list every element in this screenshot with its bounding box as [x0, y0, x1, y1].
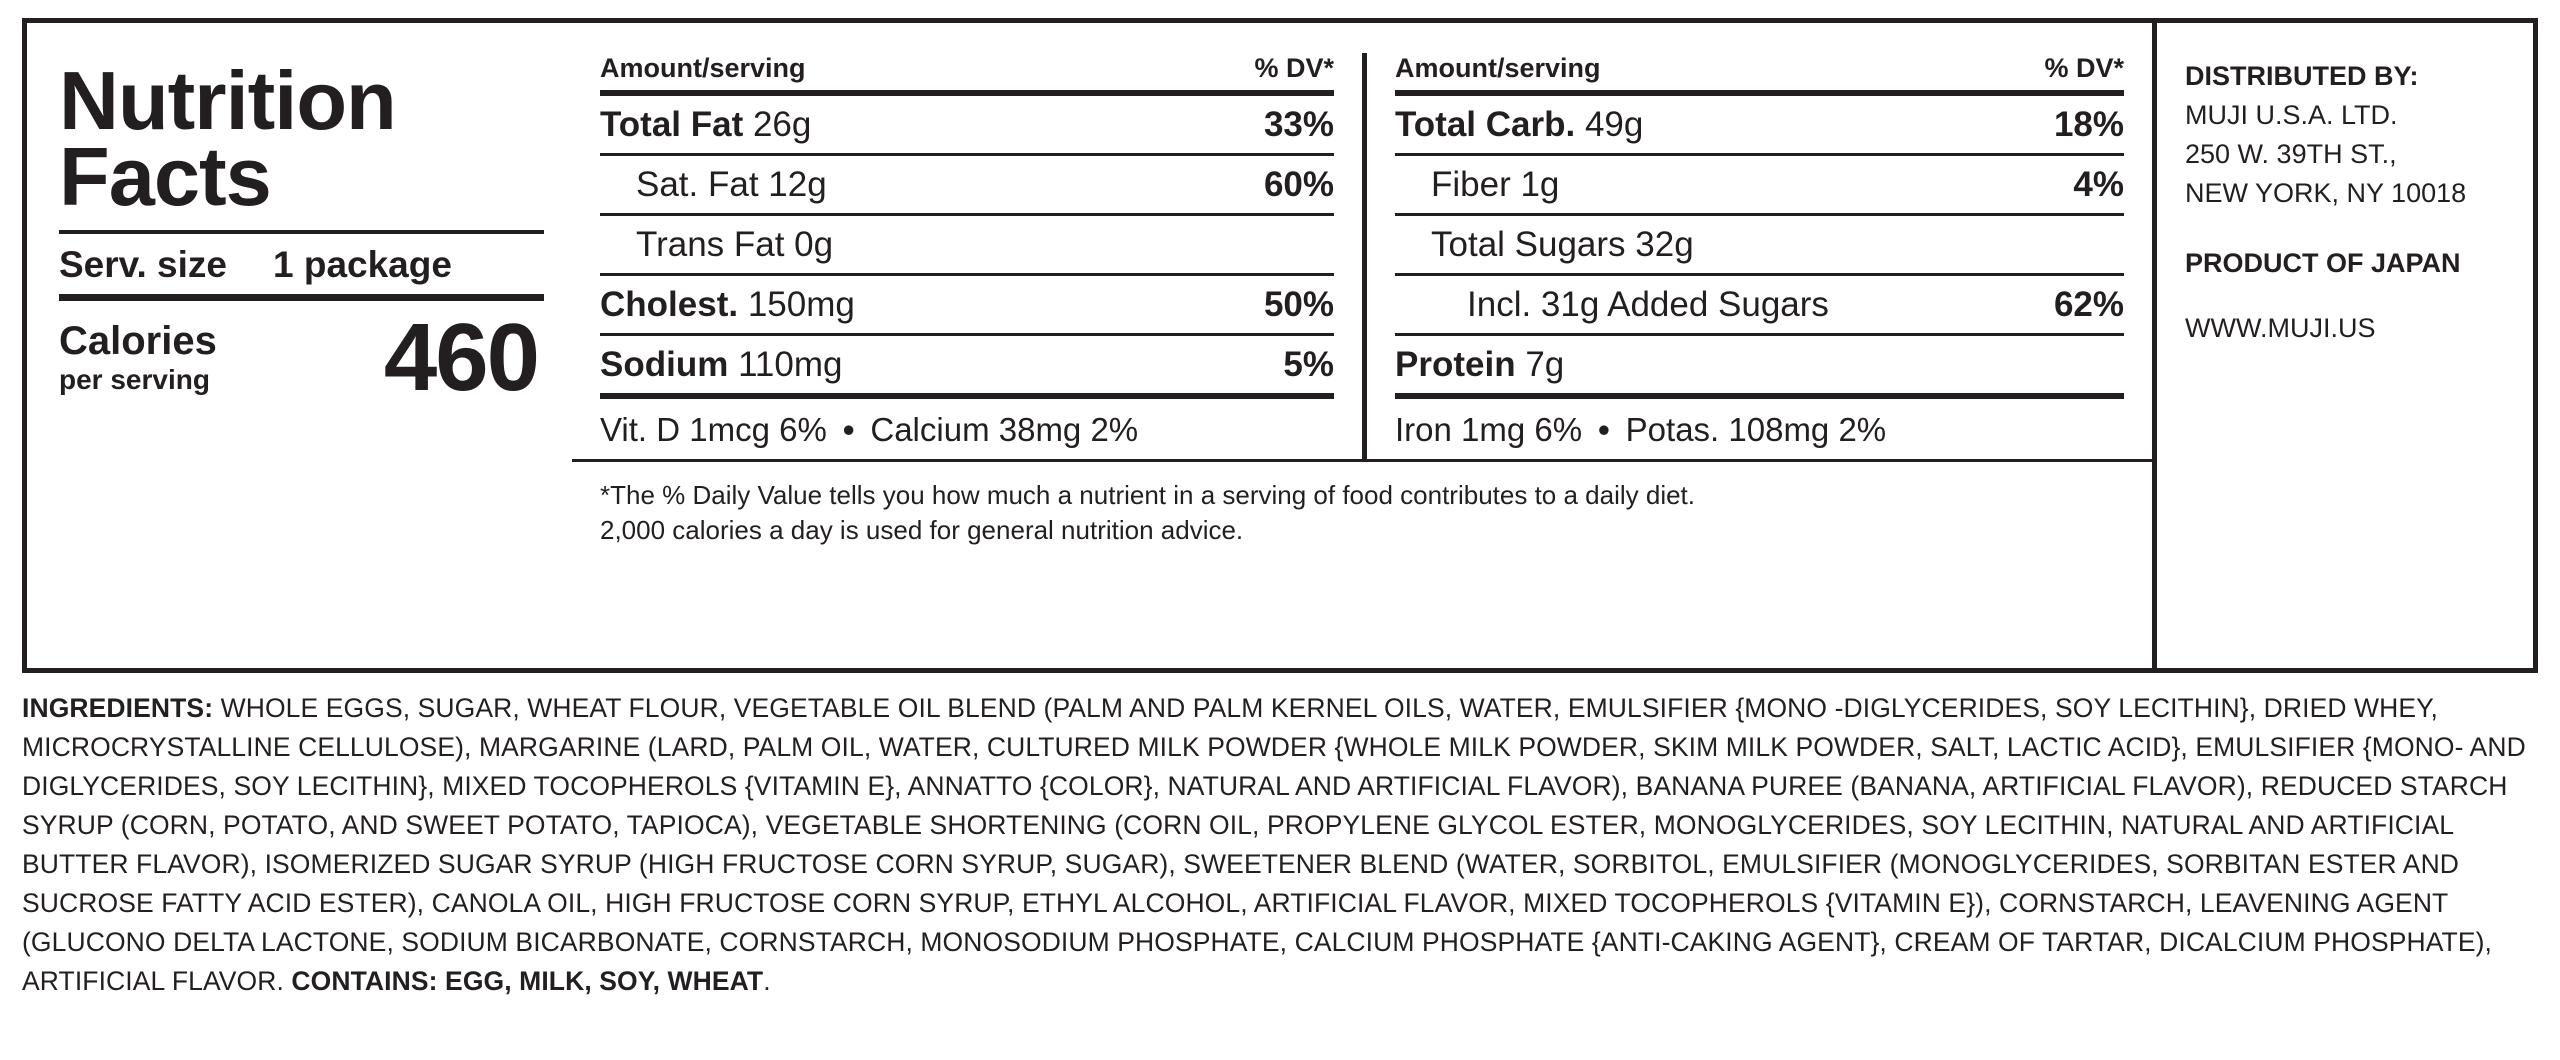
distributor-column	[2152, 23, 2560, 668]
bullet-separator-icon: •	[1598, 411, 1610, 448]
nutrient-name: Fiber 1g	[1431, 165, 1560, 204]
nutrient-row	[600, 96, 1334, 153]
title-line-2: Facts	[59, 130, 271, 224]
calories-block	[59, 303, 544, 411]
nutrient-name	[1395, 345, 1564, 385]
nutrient-dv: 5%	[1283, 345, 1334, 384]
nutrient-column-left	[572, 53, 1362, 399]
ingredients-text: WHOLE EGGS, SUGAR, WHEAT FLOUR, VEGETABLE OIL BLEND (PALM AND PALM KERNEL OILS, WATER, EMULSIFIER {MONO -DIGLYCERIDES, SOY LECITHIN}, DRIED WHEY, MICROCRYSTALLINE CELLULOSE), MARGARINE (LARD, PALM OIL, WATER, CULTURED MILK POWDER {WHOLE MILK POWDER, SKIM MILK POWDER, SALT, LACTIC ACID}, EMULSIFIER {MONO- AND DIGLYCERIDES, SOY LECITHIN}, MIXED TOCOPHEROLS {VITAMIN E}, ANNATTO {COLOR}, NATURAL AND ARTIFICIAL FLAVOR), BANANA PUREE (BANANA, ARTIFICIAL FLAVOR), REDUCED STARCH SYRUP (CORN, POTATO, AND SWEET POTATO, TAPIOCA), VEGETABLE SHORTENING (CORN OIL, PROPYLENE GLYCOL ESTER, MONOGLYCERIDES, SOY LECITHIN, NATURAL AND ARTIFICIAL BUTTER FLAVOR), ISOMERIZED SUGAR SYRUP (HIGH FRUCTOSE CORN SYRUP, SUGAR), SWEETENER BLEND (WATER, SORBITOL, EMULSIFIER (MONOGLYCERIDES, SORBITAN ESTER AND SUCROSE FATTY ACID ESTER), CANOLA OIL, HIGH FRUCTOSE CORN SYRUP, ETHYL ALCOHOL, ARTIFICIAL FLAVOR, MIXED TOCOPHEROLS {VITAMIN E}), CORNSTARCH, LEAVENING AGENT (GLUCONO DELTA LACTONE, SODIUM BICARBONATE, CORNSTARCH, MONOSODIUM PHOSPHATE, CALCIUM PHOSPHATE {ANTI-CAKING AGENT}, CREAM OF TARTAR, DICALCIUM PHOSPHATE), ARTIFICIAL FLAVOR.	[22, 693, 2526, 996]
nutrient-amount: 150mg	[747, 285, 855, 324]
website-url[interactable]: WWW.MUJI.US	[2185, 312, 2376, 343]
vitamin-entry: Iron 1mg 6%	[1395, 411, 1583, 448]
nutrient-column-right	[1362, 53, 2152, 399]
nutrient-amount: 110mg	[738, 345, 843, 384]
dv-label-left: % DV*	[1254, 53, 1334, 83]
nutrient-name-bold: Cholest.	[600, 285, 739, 324]
vitamin-entry: Potas. 108mg 2%	[1625, 411, 1887, 448]
nutrient-name: Sat. Fat 12g	[636, 165, 827, 204]
divider-under-title	[59, 230, 544, 234]
vitamin-entry: Calcium 38mg 2%	[870, 411, 1139, 448]
nutrient-dv: 50%	[1263, 285, 1334, 324]
nutrient-dv: 62%	[2053, 285, 2124, 324]
nutrient-row	[1395, 156, 2124, 213]
nutrient-row	[600, 336, 1334, 393]
contains-label: CONTAINS:	[291, 965, 438, 996]
ingredients-paragraph	[22, 689, 2538, 1001]
nutrient-columns	[572, 23, 2152, 668]
contains-allergens: EGG, MILK, SOY, WHEAT	[437, 965, 764, 996]
nutrient-columns-inner	[572, 53, 2152, 399]
nutrient-amount: 7g	[1525, 345, 1565, 384]
calories-text-group	[59, 317, 217, 397]
nutrient-row	[600, 156, 1334, 213]
amount-per-serving-header-right	[1395, 53, 2124, 90]
nutrient-name: Total Sugars 32g	[1431, 225, 1694, 264]
nutrient-name	[1395, 105, 1643, 145]
calories-label: Calories	[59, 318, 217, 363]
distributor-address-line-2: 250 W. 39TH ST.,	[2185, 139, 2397, 170]
title-line-1: Nutrition	[59, 54, 396, 147]
ingredients-heading-colon: :	[204, 693, 214, 723]
amount-serving-label-left: Amount/serving	[600, 53, 806, 83]
nutrient-amount: 49g	[1584, 105, 1644, 144]
calories-value: 460	[383, 303, 538, 411]
distributed-by-colon: :	[2409, 61, 2419, 91]
nutrient-name-bold: Total Carb.	[1395, 105, 1576, 144]
nutrition-facts-panel	[22, 18, 2538, 673]
nutrient-row	[600, 276, 1334, 333]
nutrient-name-bold: Total Fat	[600, 105, 744, 144]
product-of-label: PRODUCT OF JAPAN	[2185, 247, 2461, 278]
vitamins-row	[572, 399, 2152, 459]
calories-per-serving-label: per serving	[59, 363, 210, 395]
nutrient-dv: 18%	[2053, 105, 2124, 144]
amount-per-serving-header-left	[600, 53, 1334, 90]
divider-under-serving	[59, 294, 544, 301]
nutrient-dv: 4%	[2073, 165, 2124, 204]
nutrition-summary-column	[27, 23, 572, 668]
distributor-address	[2185, 96, 2552, 213]
nutrient-name	[600, 285, 855, 325]
nutrient-name	[600, 345, 842, 385]
serving-size-label: Serv. size	[59, 243, 227, 285]
nutrition-facts-title	[59, 54, 544, 224]
distributed-by-text: DISTRIBUTED BY	[2185, 61, 2410, 91]
footnote-line-2: 2,000 calories a day is used for general nutrition advice.	[600, 515, 1244, 546]
footnote-line-1: *The % Daily Value tells you how much a nutrient in a serving of food contributes to a daily diet.	[600, 480, 1695, 510]
vitamins-cell-left	[572, 399, 1362, 459]
daily-value-footnote	[572, 459, 2152, 548]
nutrient-name: Incl. 31g Added Sugars	[1467, 285, 1829, 324]
vitamin-entry: Vit. D 1mcg 6%	[600, 411, 827, 448]
nutrient-row	[1395, 96, 2124, 153]
nutrient-name-bold: Sodium	[600, 345, 729, 384]
nutrient-dv: 60%	[1263, 165, 1334, 204]
ingredients-heading: INGREDIENTS	[22, 693, 205, 723]
nutrient-name	[600, 105, 811, 145]
distributed-by-heading	[2185, 57, 2552, 96]
distributor-address-line-3: NEW YORK, NY 10018	[2185, 178, 2467, 209]
dv-label-right: % DV*	[2044, 53, 2124, 83]
nutrient-row	[600, 216, 1334, 273]
nutrient-name: Trans Fat 0g	[636, 225, 834, 264]
serving-size-value: 1 package	[272, 243, 452, 285]
distributor-address-line-1: MUJI U.S.A. LTD.	[2185, 100, 2398, 131]
nutrient-row	[1395, 216, 2124, 273]
amount-serving-label-right: Amount/serving	[1395, 53, 1601, 83]
ingredients-end-period: .	[763, 965, 771, 996]
bullet-separator-icon: •	[842, 411, 855, 448]
nutrient-row	[1395, 336, 2124, 393]
nutrient-row	[1395, 276, 2124, 333]
serving-size-row	[59, 244, 544, 286]
nutrient-dv: 33%	[1263, 105, 1334, 144]
nutrient-amount: 26g	[752, 105, 812, 144]
vitamins-cell-right	[1362, 399, 2152, 459]
nutrient-name-bold: Protein	[1395, 345, 1516, 384]
